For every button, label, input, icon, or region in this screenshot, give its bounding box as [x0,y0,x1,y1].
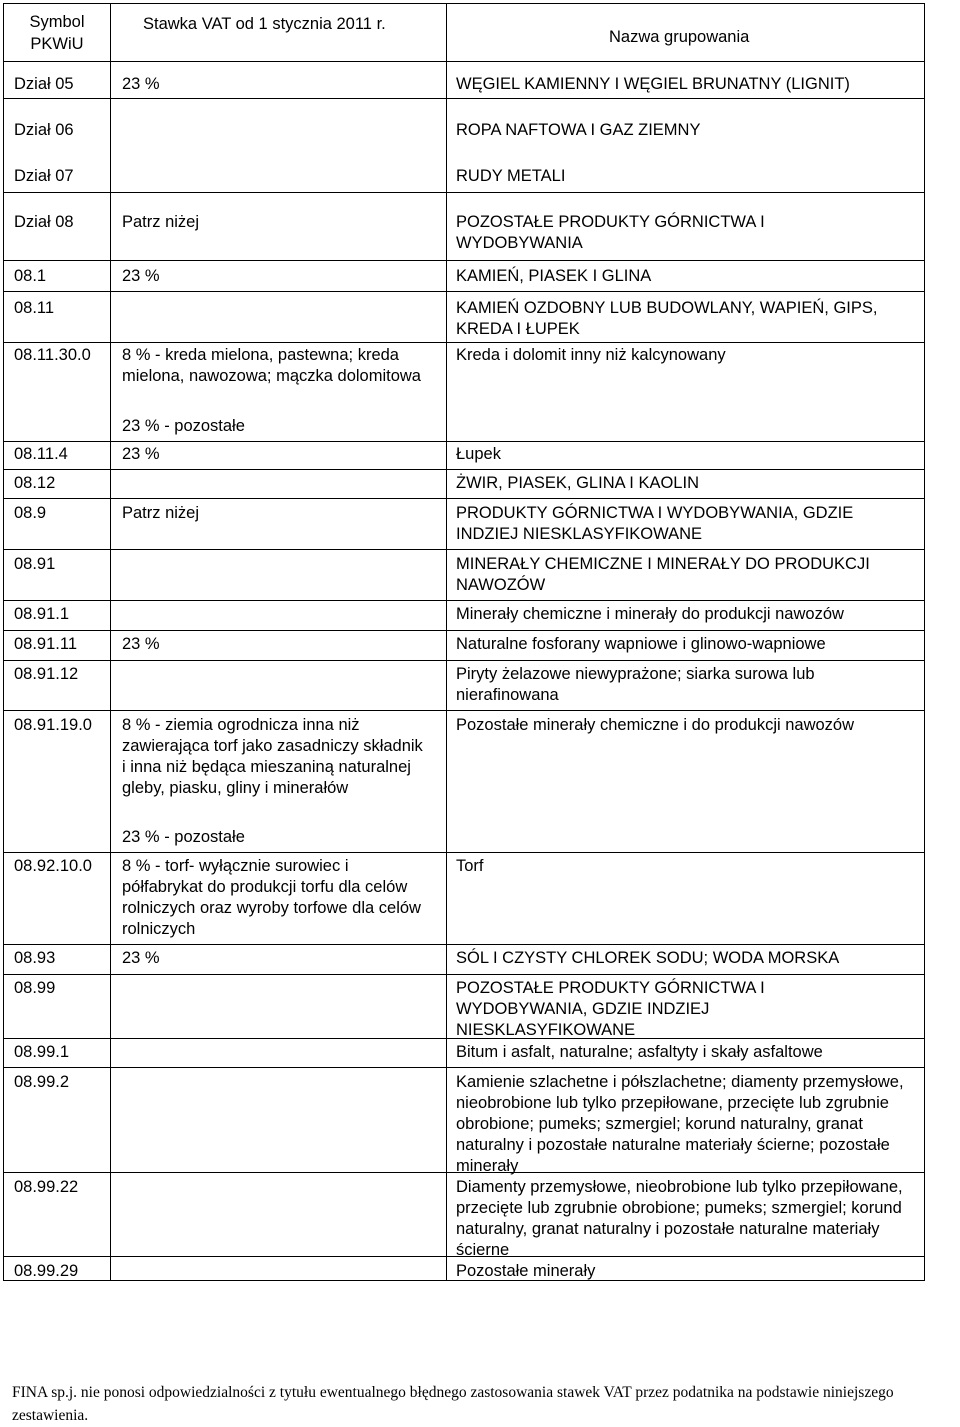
row-code: 08.11.4 [14,445,68,463]
row-code: 08.99 [14,979,56,997]
row-name: Minerały chemiczne i minerały do produkcji nawozów [456,605,844,623]
row-divider [4,852,924,853]
row-rate: 23 % [122,445,160,463]
row-name: MINERAŁY CHEMICZNE I MINERAŁY DO PRODUKCJI NAWOZÓW [456,555,870,594]
row-divider [4,441,924,442]
row-code: 08.91.12 [14,665,79,683]
row-rate: 8 % - ziemia ogrodnicza inna niż zawierająca torf jako zasadniczy składnik i inna niż będąca mieszaniną naturalnej gleby, piasku, gliny i minerałów [122,716,423,797]
row-name: Łupek [456,445,501,463]
row-name: PRODUKTY GÓRNICTWA I WYDOBYWANIA, GDZIE INDZIEJ NIESKLASYFIKOWANE [456,504,854,543]
row-divider [4,498,924,499]
row-rate: 23 % [122,267,160,285]
row-name: Diamenty przemysłowe, nieobrobione lub tylko przepiłowane, przecięte lub zgrubnie obrobione; pumeks; szmergiel; korund naturalny, granat naturalny i pozostałe naturalne materiały ścierne [456,1178,903,1259]
row-code: Dział 07 [14,167,74,185]
row-code: 08.92.10.0 [14,857,92,875]
row-code: Dział 08 [14,213,74,231]
row-rate: Patrz niżej [122,504,200,522]
row-rate-secondary: 23 % - pozostałe [122,417,245,435]
row-name: Pozostałe minerały chemiczne i do produkcji nawozów [456,716,855,734]
row-name: Torf [456,857,484,875]
row-code: Dział 05 [14,75,74,93]
row-code: 08.93 [14,949,56,967]
header-symbol [4,11,110,55]
row-code: 08.1 [14,267,47,285]
row-divider [4,260,924,261]
header-divider [4,61,924,62]
row-rate: 23 % [122,635,160,653]
row-code: 08.99.22 [14,1178,79,1196]
row-divider [4,469,924,470]
column-divider [110,4,111,1280]
row-rate: 23 % [122,949,160,967]
header-symbol-line1: Symbol [29,13,85,31]
row-rate: Patrz niżej [122,213,200,231]
row-divider [4,98,924,99]
row-name: SÓL I CZYSTY CHLOREK SODU; WODA MORSKA [456,949,840,967]
row-code: 08.91.11 [14,635,78,653]
row-divider [4,342,924,343]
row-name: POZOSTAŁE PRODUKTY GÓRNICTWA I WYDOBYWANIA [456,213,765,252]
row-name: Bitum i asfalt, naturalne; asfaltyty i skały asfaltowe [456,1043,823,1061]
row-name: KAMIEŃ, PIASEK I GLINA [456,267,652,285]
header-name: Nazwa grupowania [609,28,750,46]
vat-rates-table [3,3,925,1281]
row-name: WĘGIEL KAMIENNY I WĘGIEL BRUNATNY (LIGNIT) [456,75,850,93]
row-code: 08.11 [14,299,55,317]
row-name: ROPA NAFTOWA I GAZ ZIEMNY [456,121,701,139]
row-rate: 8 % - kreda mielona, pastewna; kreda mielona, nawozowa; mączka dolomitowa [122,346,421,385]
row-divider [4,710,924,711]
row-divider [4,630,924,631]
row-name: Kreda i dolomit inny niż kalcynowany [456,346,726,364]
row-divider [4,974,924,975]
row-name: Pozostałe minerały [456,1262,596,1280]
row-divider [4,660,924,661]
disclaimer-footer: FINA sp.j. nie ponosi odpowiedzialności z tytułu ewentualnego błędnego zastosowania stawek VAT przez podatnika na podstawie niniejszego zestawienia. [12,1384,894,1424]
header-rate: Stawka VAT od 1 stycznia 2011 r. [143,15,386,33]
row-divider [4,1038,924,1039]
row-name: POZOSTAŁE PRODUKTY GÓRNICTWA I WYDOBYWANIA, GDZIE INDZIEJ NIESKLASYFIKOWANE [456,979,765,1039]
row-name: Kamienie szlachetne i półszlachetne; diamenty przemysłowe, nieobrobione lub tylko przepiłowane, przecięte lub zgrubnie obrobione; pumeks; szmergiel; korund naturalny, granat naturalny i pozostałe naturalne materiały ścierne; pozostałe minerały [456,1073,904,1175]
row-name: Naturalne fosforany wapniowe i glinowo-wapniowe [456,635,826,653]
row-code: 08.91.19.0 [14,716,92,734]
row-divider [4,192,924,193]
row-code: 08.12 [14,474,56,492]
row-code: 08.99.29 [14,1262,79,1280]
row-rate: 23 % [122,75,160,93]
row-divider [4,600,924,601]
row-name: KAMIEŃ OZDOBNY LUB BUDOWLANY, WAPIEŃ, GIPS, KREDA I ŁUPEK [456,299,878,338]
row-divider [4,1172,924,1173]
row-divider [4,291,924,292]
row-code: 08.91 [14,555,56,573]
row-divider [4,549,924,550]
row-rate: 8 % - torf- wyłącznie surowiec i półfabrykat do produkcji torfu dla celów rolniczych oraz wyroby torfowe dla celów rolniczych [122,857,421,938]
row-code: 08.91.1 [14,605,70,623]
row-code: Dział 06 [14,121,74,139]
row-name: ŻWIR, PIASEK, GLINA I KAOLIN [456,474,699,492]
row-divider [4,944,924,945]
row-name: Piryty żelazowe niewyprażone; siarka surowa lub nierafinowana [456,665,815,704]
row-code: 08.99.1 [14,1043,70,1061]
header-symbol-line2: PKWiU [30,35,84,53]
row-divider [4,1256,924,1257]
column-divider [446,4,447,1280]
row-name: RUDY METALI [456,167,566,185]
row-divider [4,1067,924,1068]
row-code: 08.99.2 [14,1073,70,1091]
row-code: 08.11.30.0 [14,346,91,364]
row-rate-secondary: 23 % - pozostałe [122,828,245,846]
row-code: 08.9 [14,504,47,522]
